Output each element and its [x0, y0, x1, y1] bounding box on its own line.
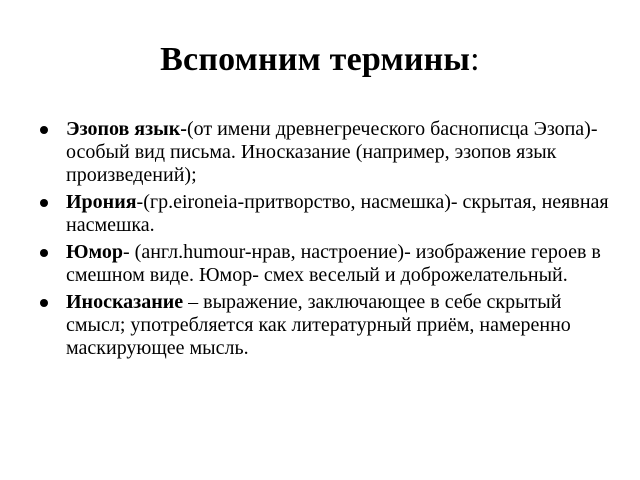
- bullet-icon: [40, 299, 48, 307]
- slide-title-colon: :: [470, 41, 480, 78]
- list-item: [40, 241, 610, 287]
- bullet-icon: [40, 126, 48, 134]
- term-list: [40, 118, 610, 364]
- term-name: Эзопов язык-: [66, 118, 187, 140]
- list-item: [40, 118, 610, 187]
- term-definition: – выражение, заключающее в себе скрытый смысл; употребляется как литературный приём, намеренно маскирующее мысль.: [66, 291, 571, 359]
- list-item: [40, 191, 610, 237]
- term-definition: -(гр.eironeia-притворство, насмешка)- скрытая, неявная насмешка.: [66, 191, 609, 236]
- bullet-icon: [40, 199, 48, 207]
- term-name: Иносказание: [66, 291, 189, 313]
- term-definition: - (англ.humour-нрав, настроение)- изображение героев в смешном виде. Юмор- смех веселый и доброжелательный.: [66, 241, 601, 286]
- term-name: Юмор: [66, 241, 124, 263]
- slide-title-text: Вспомним термины: [160, 41, 471, 78]
- slide-title: [0, 38, 640, 82]
- term-name: Ирония: [66, 191, 137, 213]
- bullet-icon: [40, 249, 48, 257]
- term-definition: (от имени древнегреческого баснописца Эзопа)- особый вид письма. Иносказание (например, эзопов язык произведений);: [66, 118, 598, 186]
- list-item: [40, 291, 610, 360]
